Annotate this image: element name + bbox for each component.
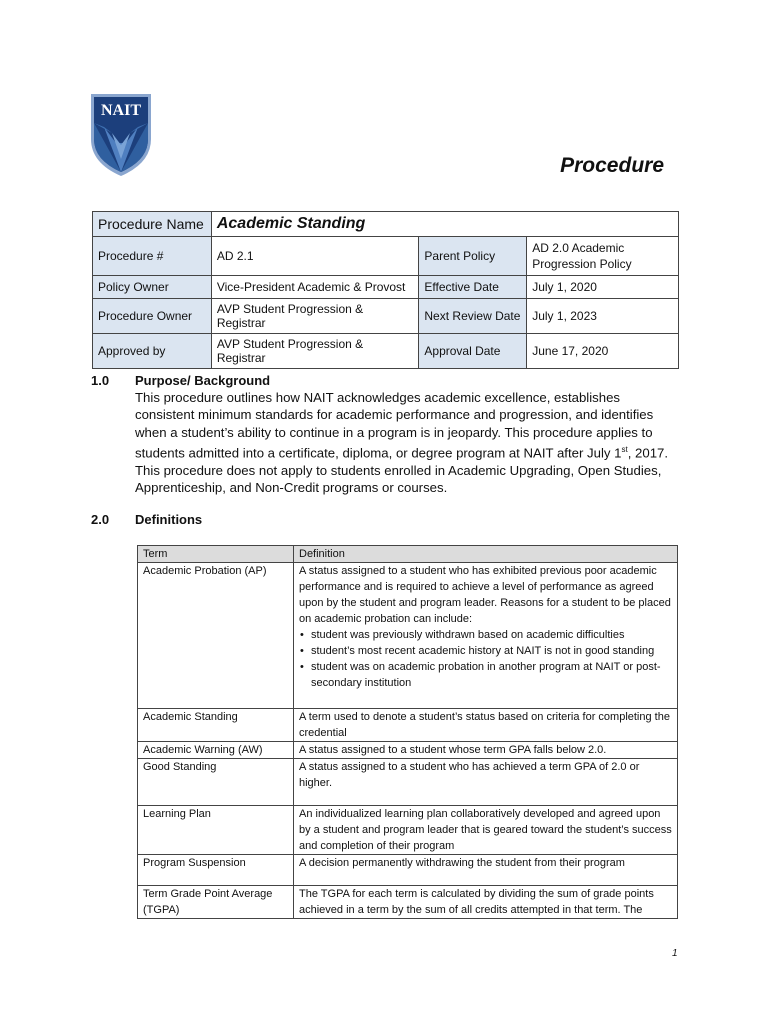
term-cell: Academic Standing [138,709,294,742]
term-cell: Academic Warning (AW) [138,742,294,759]
table-row [138,759,678,806]
table-row [138,709,678,742]
shield-icon [90,93,152,177]
info-label: Effective Date [419,276,527,299]
definition-cell: A term used to denote a student’s status based on criteria for completing the credential [294,709,678,742]
section-title: Purpose/ Background [135,373,271,388]
logo-text: NAIT [100,102,142,119]
table-row [138,886,678,919]
list-item: • student was previously withdrawn based on academic difficulties [311,627,672,643]
info-value: Vice-President Academic & Provost [211,276,419,299]
info-label: Policy Owner [93,276,212,299]
definition-cell: A status assigned to a student who has exhibited previous poor academic performance and is required to achieve a level of performance as agreed upon by the student and program leader. Reasons for a student to be placed on academic probation can include: • student was previously withdrawn based on academic difficulties • student’s most recent academic history at NAIT is not in good standing • student was on academic probation in another program at NAIT or post-secondary institution [294,563,678,709]
document-type-heading: Procedure [560,154,664,177]
table-row [138,742,678,759]
info-value: July 1, 2023 [527,299,679,334]
table-row [138,563,678,709]
section-title: Definitions [135,512,203,527]
list-item: • student’s most recent academic history at NAIT is not in good standing [311,643,672,659]
info-label: Approved by [93,334,212,369]
section-number: 1.0 [91,373,110,388]
definition-cell: A status assigned to a student whose term GPA falls below 2.0. [294,742,678,759]
info-label: Approval Date [419,334,527,369]
info-label: Next Review Date [419,299,527,334]
info-value: June 17, 2020 [527,334,679,369]
term-cell: Academic Probation (AP) [138,563,294,709]
definition-cell: The TGPA for each term is calculated by dividing the sum of grade points achieved in a term by the sum of all credits attempted in that term. The [294,886,678,919]
purpose-paragraph: This procedure outlines how NAIT acknowledges academic excellence, establishes consistent minimum standards for academic performance and progression, and identifies when a student’s ability to continue in a program is in jeopardy. This procedure applies to students admitted into a certificate, diploma, or degree program at NAIT after July 1st, 2017. This procedure does not apply to students enrolled in Academic Upgrading, Open Studies, Apprenticeship, and Non-Credit programs or courses. [135,390,669,495]
page-number: 1 [672,948,678,959]
info-value: AVP Student Progression & Registrar [211,299,419,334]
term-cell: Term Grade Point Average (TGPA) [138,886,294,919]
section-number: 2.0 [91,512,110,527]
procedure-name-label: Procedure Name [93,212,212,237]
info-value: AD 2.1 [211,237,419,276]
definition-cell: A decision permanently withdrawing the student from their program [294,855,678,886]
info-value: AVP Student Progression & Registrar [211,334,419,369]
info-label: Parent Policy [419,237,527,276]
nait-logo [90,93,152,177]
info-label: Procedure # [93,237,212,276]
definitions-table [137,545,678,919]
table-header: Term [138,546,294,563]
definition-cell: An individualized learning plan collaboratively developed and agreed upon by a student and program leader that is geared toward the student’s success and completion of their program [294,806,678,855]
definition-cell: A status assigned to a student who has achieved a term GPA of 2.0 or higher. [294,759,678,806]
table-row [138,806,678,855]
info-label: Procedure Owner [93,299,212,334]
reason-list [299,627,672,691]
term-cell: Good Standing [138,759,294,806]
info-value: AD 2.0 Academic Progression Policy [527,237,679,276]
table-header: Definition [294,546,678,563]
term-cell: Program Suspension [138,855,294,886]
term-cell: Learning Plan [138,806,294,855]
info-value: July 1, 2020 [527,276,679,299]
procedure-info-table [92,211,679,369]
procedure-name-value: Academic Standing [211,212,678,237]
table-row [138,855,678,886]
list-item: • student was on academic probation in another program at NAIT or post-secondary institution [311,659,672,691]
